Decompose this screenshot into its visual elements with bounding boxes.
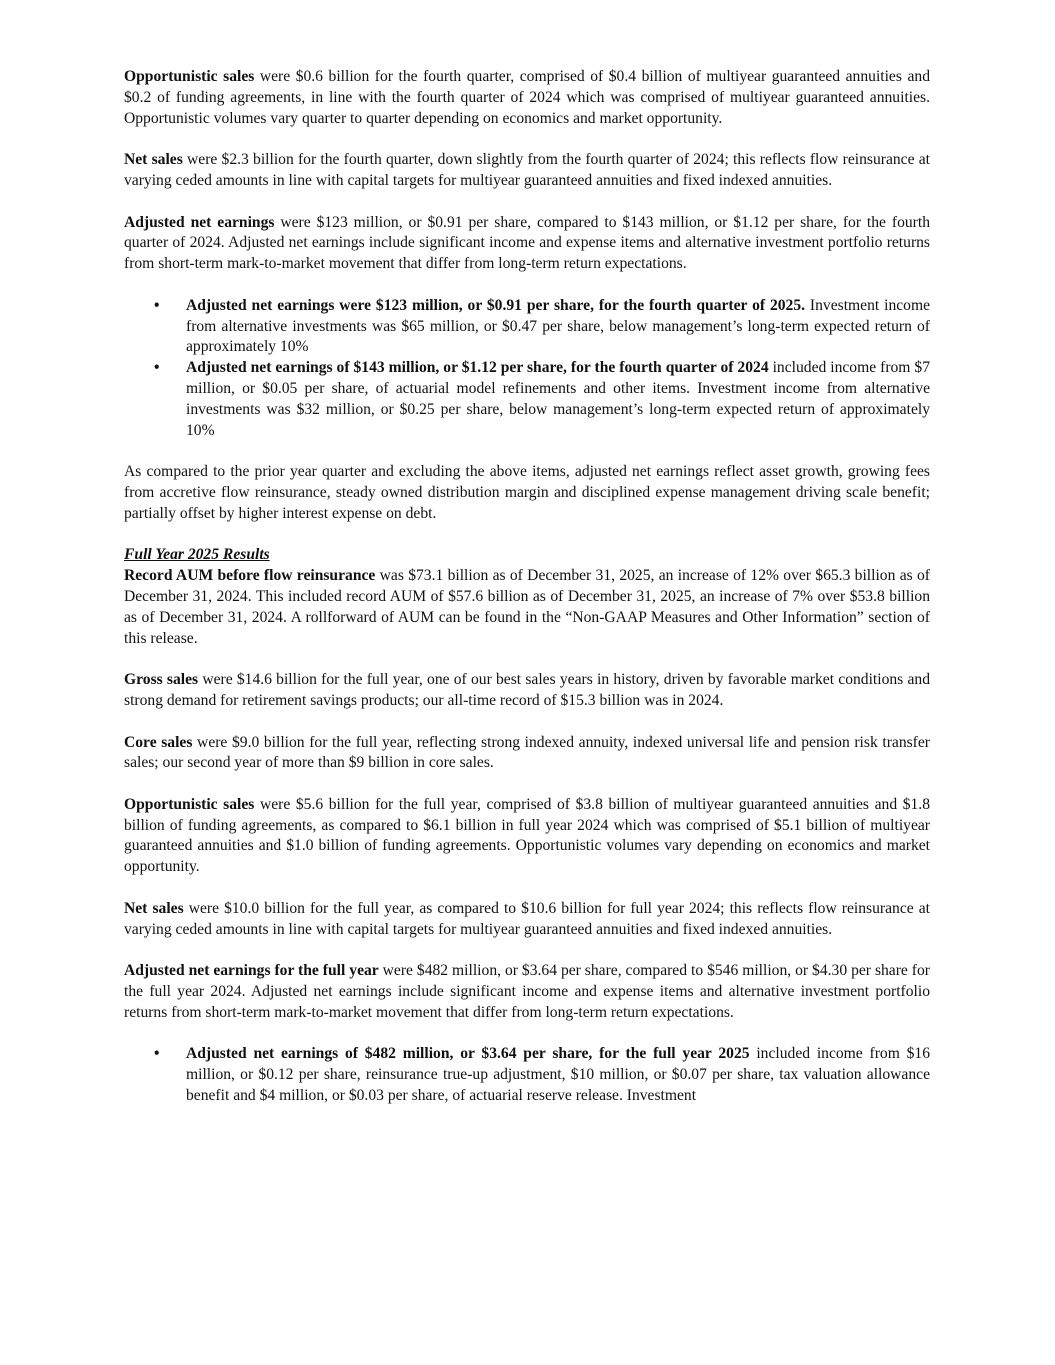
fy-core-sales-paragraph — [124, 733, 930, 775]
bullet-text: Investment income from alternative investments was $65 million, or $0.47 per share, below management’s long-term expected return of approximately 10% — [186, 296, 931, 356]
paragraph-lead: Opportunistic sales — [124, 68, 255, 85]
paragraph-lead: Opportunistic sales — [124, 795, 255, 813]
full-year-section-heading: Full Year 2025 Results — [124, 546, 270, 564]
bullet-text: included income from $16 million, or $0.12 per share, reinsurance true-up adjustment, $10 million, or $0.07 per share, tax valuation allowance benefit and $4 million, or $0.03 per share, of actuarial reserve release. Investment — [186, 1045, 931, 1105]
paragraph-lead: Net sales — [124, 151, 183, 169]
paragraph-text: were $10.0 billion for the full year, as compared to $10.6 billion for full year 2024; this reflects flow reinsurance at varying ceded amounts in line with capital targets for multiyear guaranteed annuities and fixed indexed annuities. — [124, 899, 930, 938]
bullet-icon: • — [154, 359, 160, 377]
bullet-lead: Adjusted net earnings were $123 million, or $0.91 per share, for the fourth quarter of 2025. — [186, 296, 806, 314]
bullet-icon: • — [154, 1045, 160, 1063]
fy-opportunistic-sales-paragraph — [124, 795, 930, 878]
q4-earnings-bullet-list — [124, 296, 930, 442]
bullet-item — [124, 296, 930, 358]
paragraph-text: was $73.1 billion as of December 31, 2025, an increase of 12% over $65.3 billion as of December 31, 2024. This included record AUM of $57.6 billion as of December 31, 2025, an increase of 7% over $53.8 billion as of December 31, 2024. A rollforward of AUM can be found in the “Non-GAAP Measures and Other Information” section of this release. — [124, 567, 930, 647]
fy-aum-paragraph — [124, 566, 930, 649]
bullet-item — [124, 358, 930, 441]
bullet-lead: Adjusted net earnings of $482 million, or $3.64 per share, for the full year 2025 — [186, 1045, 750, 1063]
paragraph-text: were $14.6 billion for the full year, one of our best sales years in history, driven by favorable market conditions and strong demand for retirement savings products; our all-time record of $15.3 billion was in 2024. — [124, 671, 930, 709]
bullet-item — [124, 1044, 930, 1106]
fy-earnings-bullet-list — [124, 1044, 930, 1106]
paragraph-text: were $482 million, or $3.64 per share, compared to $546 million, or $4.30 per share for the full year 2024. Adjusted net earnings include significant income and expense items and alternative investment portfolio returns from short-term mark-to-market movement that differ from long-term return expectations. — [124, 962, 930, 1021]
paragraph-lead: Core sales — [124, 733, 193, 751]
paragraph-text: were $0.6 billion for the fourth quarter, comprised of $0.4 billion of multiyear guaranteed annuities and $0.2 of funding agreements, in line with the fourth quarter of 2024 which was comprised of multiyear guaranteed annuities. Opportunistic volumes vary quarter to quarter depending on economics and market opportunity. — [124, 68, 930, 127]
paragraph-text: were $123 million, or $0.91 per share, compared to $143 million, or $1.12 per share, for the fourth quarter of 2024. Adjusted net earnings include significant income and expense items and alternative investment portfolio returns from short-term mark-to-market movement that differ from long-term return expectations. — [124, 213, 930, 273]
fy-gross-sales-paragraph — [124, 670, 930, 712]
bullet-lead: Adjusted net earnings of $143 million, or $1.12 per share, for the fourth quarter of 2024 — [186, 359, 769, 377]
fy-net-sales-paragraph — [124, 899, 930, 941]
paragraph-lead: Adjusted net earnings for the full year — [124, 962, 379, 980]
fy-adjusted-net-earnings-paragraph — [124, 961, 930, 1023]
q4-opportunistic-sales-paragraph — [124, 67, 930, 129]
paragraph-text: were $5.6 billion for the full year, comprised of $3.8 billion of multiyear guaranteed annuities and $1.8 billion of funding agreements, as compared to $6.1 billion in full year 2024 which was comprised of $5.1 billion of multiyear guaranteed annuities and $1.0 billion of funding agreements. Opportunistic volumes vary depending on economics and market opportunity. — [124, 795, 930, 876]
paragraph-text: were $9.0 billion for the full year, reflecting strong indexed annuity, indexed universal life and pension risk transfer sales; our second year of more than $9 billion in core sales. — [124, 733, 930, 772]
q4-adjusted-net-earnings-paragraph — [124, 213, 930, 275]
bullet-text: included income from $7 million, or $0.05 per share, of actuarial model refinements and other items. Investment income from alternative investments was $32 million, or $0.25 per share, below management’s long-term expected return of approximately 10% — [186, 359, 930, 439]
paragraph-lead: Adjusted net earnings — [124, 213, 275, 231]
paragraph-lead: Record AUM before flow reinsurance — [124, 567, 376, 585]
paragraph-lead: Gross sales — [124, 671, 199, 689]
q4-summary-paragraph: As compared to the prior year quarter and excluding the above items, adjusted net earnings reflect asset growth, growing fees from accretive flow reinsurance, steady owned distribution margin and disciplined expense management driving scale benefit; partially offset by higher interest expense on debt. — [124, 463, 930, 522]
bullet-icon: • — [154, 296, 160, 314]
document-page — [124, 67, 930, 1128]
paragraph-lead: Net sales — [124, 899, 184, 917]
paragraph-text: were $2.3 billion for the fourth quarter, down slightly from the fourth quarter of 2024; this reflects flow reinsurance at varying ceded amounts in line with capital targets for multiyear guaranteed annuities and fixed indexed annuities. — [124, 151, 931, 189]
q4-net-sales-paragraph — [124, 150, 930, 192]
